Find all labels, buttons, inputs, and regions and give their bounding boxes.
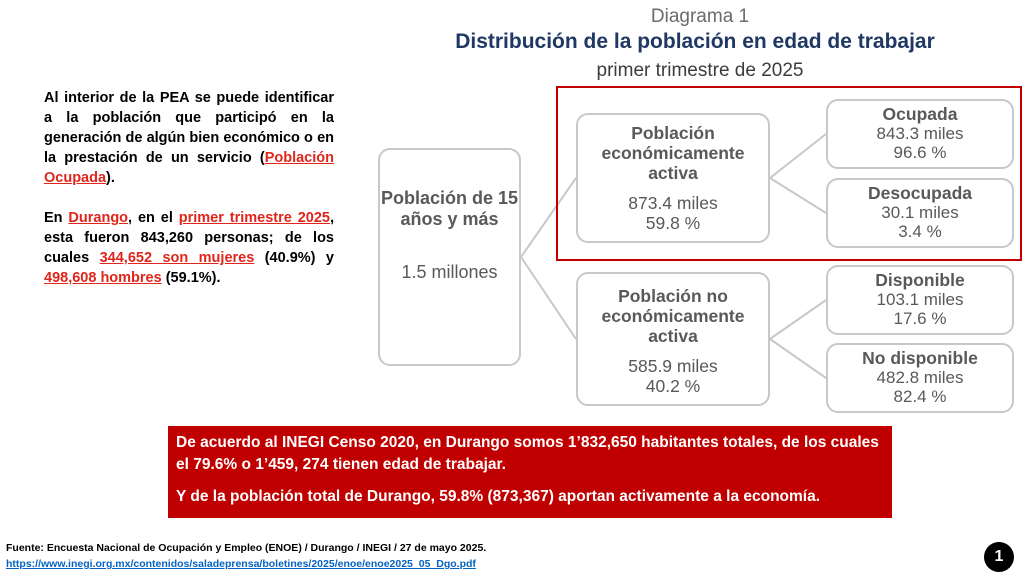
node-title: No disponible xyxy=(862,348,978,368)
highlight-men: 498,608 hombres xyxy=(44,270,162,286)
connector-pnea-disponible xyxy=(770,300,826,339)
info-line-active: Y de la población total de Durango, 59.8% (873,367) aportan activamente a la economía. xyxy=(176,488,821,505)
text-fragment: En xyxy=(44,210,69,226)
text-fragment: (40.9%) y xyxy=(254,250,334,266)
source-link[interactable]: https://www.inegi.org.mx/contenidos/saladeprensa/boletines/2025/enoe/enoe2025_05_Dgo.pdf xyxy=(6,558,476,570)
node-value-percent: 3.4 % xyxy=(898,222,942,241)
connector-root-pnea xyxy=(521,257,576,339)
node-value-percent: 59.8 % xyxy=(645,213,701,233)
node-value-percent: 17.6 % xyxy=(893,309,947,328)
node-title: Ocupada xyxy=(882,104,958,124)
source-citation: Fuente: Encuesta Nacional de Ocupación y Empleo (ENOE) / Durango / INEGI / 27 de mayo 2025. xyxy=(6,542,487,554)
node-value-count: 873.4 miles xyxy=(628,193,718,213)
node-no-disponible xyxy=(826,343,1014,413)
pea-highlight-frame xyxy=(556,86,1022,261)
node-title: Población de 15 años y más xyxy=(380,188,519,229)
node-title: Población no económicamente activa xyxy=(601,286,745,346)
text-fragment: ). xyxy=(106,170,115,186)
node-value-count: 103.1 miles xyxy=(876,290,964,309)
node-pnea xyxy=(576,272,770,406)
node-value-percent: 96.6 % xyxy=(893,143,947,162)
node-value-count: 843.3 miles xyxy=(876,124,964,143)
page-title: Distribución de la población en edad de trabajar xyxy=(455,30,935,53)
text-fragment: Al interior de la PEA se puede identificar a la población que participó en la generación de algún bien económico o en la prestación de un servicio ( xyxy=(44,90,334,166)
node-title: Desocupada xyxy=(867,183,973,203)
node-value xyxy=(578,356,768,396)
node-value-percent: 40.2 % xyxy=(645,376,701,396)
node-value-count: 482.8 miles xyxy=(876,368,964,387)
info-box xyxy=(168,426,892,518)
text-fragment: (59.1%). xyxy=(161,270,221,286)
node-value-percent: 82.4 % xyxy=(893,387,947,406)
highlight-period: primer trimestre 2025 xyxy=(178,210,330,226)
node-value-count: 585.9 miles xyxy=(628,356,718,376)
highlight-women: 344,652 son mujeres xyxy=(99,250,255,266)
node-disponible xyxy=(826,265,1014,335)
connector-pnea-no-disponible xyxy=(770,339,826,378)
highlight-durango: Durango xyxy=(68,210,129,226)
node-title: Disponible xyxy=(875,270,965,290)
node-title: Población económicamente activa xyxy=(601,123,745,183)
diagram-label: Diagrama 1 xyxy=(650,6,750,27)
node-value: 1.5 millones xyxy=(401,262,498,282)
highlight-poblacion-ocupada: Población Ocupada xyxy=(44,150,334,186)
page-number-badge: 1 xyxy=(984,542,1014,572)
node-population-15-plus xyxy=(378,148,521,366)
text-fragment: , esta fueron 843,260 personas; de los cuales xyxy=(44,210,334,266)
info-line-census: De acuerdo al INEGI Censo 2020, en Durango somos 1’832,650 habitantes totales, de los cuales el 79.6% o 1’459, 274 tienen edad de trabajar. xyxy=(176,434,879,473)
text-fragment: , en el xyxy=(128,210,179,226)
node-value-count: 30.1 miles xyxy=(881,203,959,222)
page-subtitle: primer trimestre de 2025 xyxy=(596,60,804,81)
